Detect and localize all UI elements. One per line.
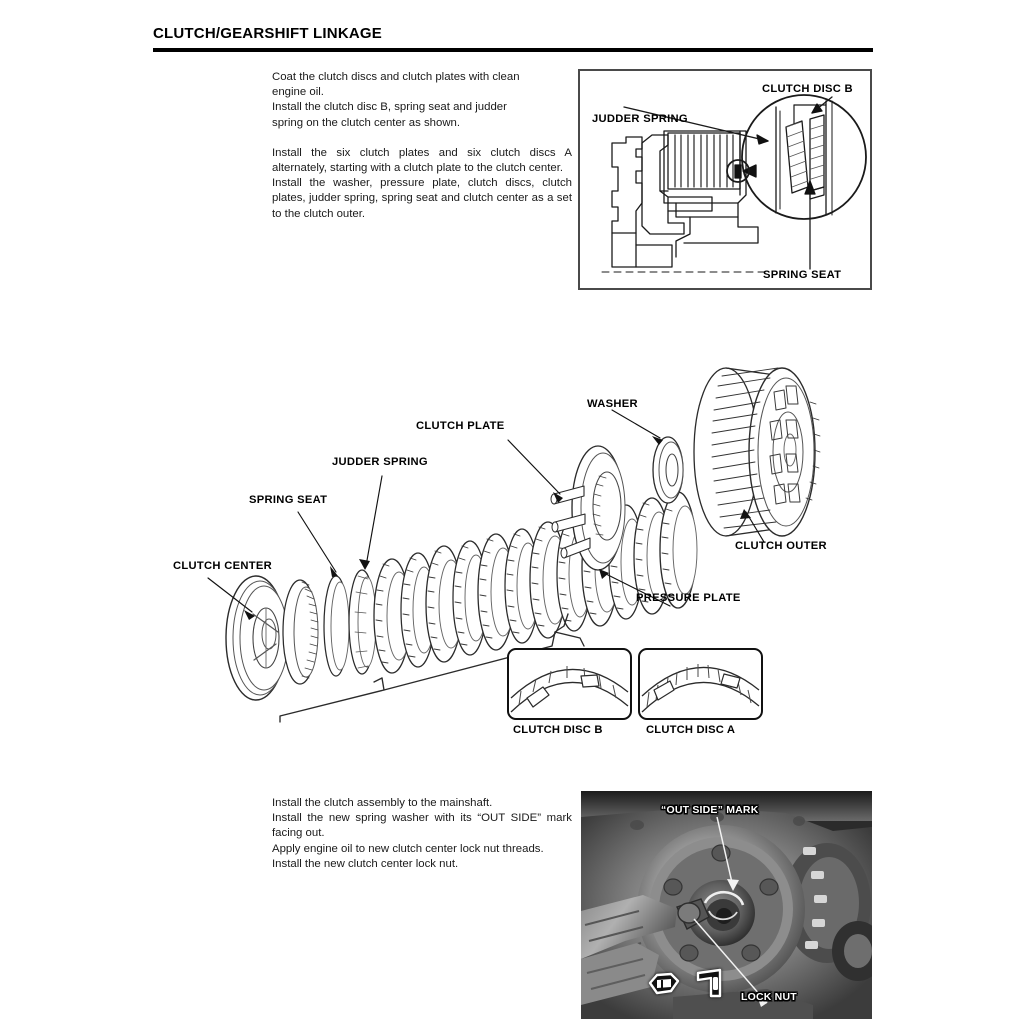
photo-callout-outside-mark: “OUT SIDE” MARK <box>661 804 759 816</box>
text-line: Install the clutch disc B, spring seat and judder <box>272 101 507 114</box>
callout-pressure-plate: PRESSURE PLATE <box>636 592 741 604</box>
callout-clutch-center: CLUTCH CENTER <box>173 560 272 572</box>
callout-judder-spring: JUDDER SPRING <box>332 456 428 468</box>
header-rule <box>153 48 873 52</box>
clutch-installation-photo <box>581 791 872 1019</box>
caption-clutch-disc-a: CLUTCH DISC A <box>646 724 736 736</box>
callout-clutch-disc-b: CLUTCH DISC B <box>762 83 853 95</box>
callout-clutch-outer: CLUTCH OUTER <box>735 540 827 552</box>
text-line: Coat the clutch discs and clutch plates with clean <box>272 71 520 83</box>
callout-judder-spring: JUDDER SPRING <box>592 113 688 125</box>
photo-image <box>581 791 872 1019</box>
text-paragraph: Install the washer, pressure plate, clutch discs, clutch plates, judder spring, spring seat and clutch center as a set to the clutch outer. <box>272 177 572 220</box>
text-line: Install the new clutch center lock nut. <box>272 857 459 870</box>
callout-washer: WASHER <box>587 398 638 410</box>
cross-section-figure <box>578 69 872 290</box>
text-paragraph: Install the six clutch plates and six clutch discs A alternately, starting with a clutch plate to the clutch center. <box>272 146 572 175</box>
page-title: CLUTCH/GEARSHIFT LINKAGE <box>153 25 382 42</box>
text-line: Install the clutch assembly to the mainshaft. <box>272 797 493 809</box>
text-line: engine oil. <box>272 86 324 99</box>
torque-wrench-icon <box>696 967 726 999</box>
callout-clutch-plate: CLUTCH PLATE <box>416 420 505 432</box>
photo-callout-lock-nut: LOCK NUT <box>741 991 797 1003</box>
detail-box-clutch-disc-a <box>638 648 763 720</box>
clutch-disc-a-drawing <box>640 650 761 718</box>
caption-clutch-disc-b: CLUTCH DISC B <box>513 724 603 736</box>
cross-section-drawing <box>580 71 870 288</box>
page-header <box>153 25 873 52</box>
text-paragraph: Install the new spring washer with its “OUT SIDE” mark facing out. <box>272 812 572 840</box>
callout-spring-seat: SPRING SEAT <box>249 494 328 506</box>
clutch-disc-b-drawing <box>509 650 630 718</box>
text-line: spring on the clutch center as shown. <box>272 116 461 129</box>
new-part-icon <box>647 971 681 997</box>
detail-box-clutch-disc-b <box>507 648 632 720</box>
instruction-text-bottom <box>272 796 572 872</box>
instruction-text-top <box>272 70 572 222</box>
text-paragraph: Apply engine oil to new clutch center lock nut threads. <box>272 842 544 855</box>
callout-spring-seat: SPRING SEAT <box>763 269 842 281</box>
